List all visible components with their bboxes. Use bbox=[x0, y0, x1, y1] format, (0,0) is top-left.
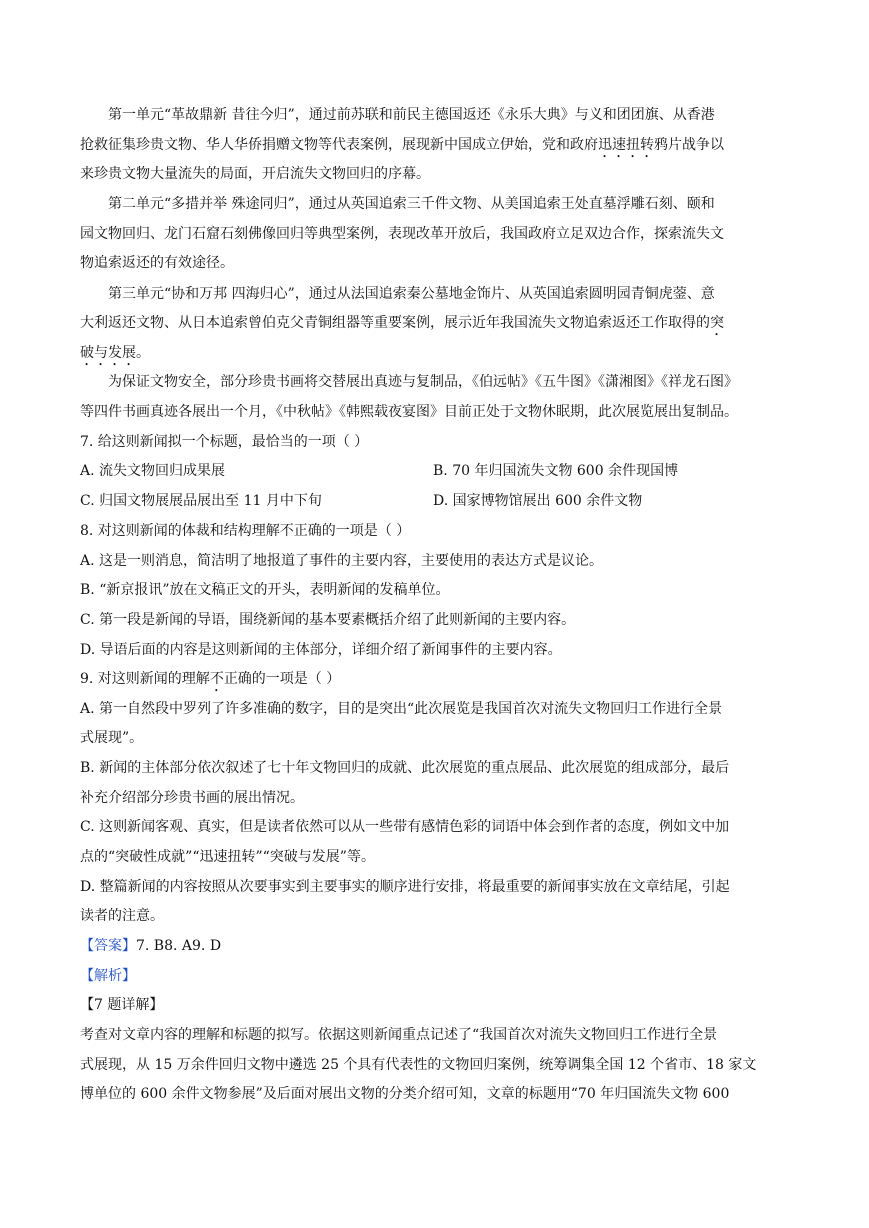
answer-line bbox=[80, 936, 221, 956]
paragraph-unit2-line1: 第二单元“多措并举 殊途同归”，通过从英国追索三千件文物、从美国追索王处直墓浮雕石刻、颐和 bbox=[108, 196, 715, 212]
question-7-stem: 7. 给这则新闻拟一个标题，最恰当的一项（ ） bbox=[80, 434, 369, 450]
paragraph-unit3-line3 bbox=[80, 343, 150, 363]
emphasized-text: 迅速扭转 bbox=[598, 137, 654, 153]
question-7-option-c: C. 归国文物展展品展出至 11 月中下旬 bbox=[80, 493, 322, 509]
text-span: 鸦片战争以 bbox=[654, 137, 724, 153]
q7-analysis-heading: 【7 题详解】 bbox=[80, 997, 164, 1013]
question-8-option-d: D. 导语后面的内容是这则新闻的主体部分，详细介绍了新闻事件的主要内容。 bbox=[80, 642, 562, 658]
emphasized-text: 不 bbox=[209, 671, 224, 687]
question-8-option-c: C. 第一段是新闻的导语，围绕新闻的基本要素概括介绍了此则新闻的主要内容。 bbox=[80, 612, 576, 628]
text-span: 9. 对这则新闻的理解 bbox=[80, 671, 210, 687]
emphasized-text: 破与发展 bbox=[80, 345, 136, 361]
analysis-label: 【解析】 bbox=[80, 968, 136, 984]
analysis-line2: 式展现，从 15 万余件回归文物中遴选 25 个具有代表性的文物回归案例，统筹调集全国 12 个省市、18 家文 bbox=[80, 1057, 757, 1073]
question-9-option-a-line1: A. 第一自然段中罗列了许多准确的数字，目的是突出“此次展览是我国首次对流失文物回归工作进行全景 bbox=[80, 701, 723, 717]
question-7-option-b: B. 70 年归国流失文物 600 余件现国博 bbox=[433, 463, 679, 479]
text-span: 正确的一项是（ ） bbox=[223, 671, 341, 687]
question-9-option-b-line1: B. 新闻的主体部分依次叙述了七十年文物回归的成就、此次展览的重点展品、此次展览的组成部分，最后 bbox=[80, 760, 730, 776]
emphasized-text: 突 bbox=[710, 315, 724, 331]
paragraph-calligraphy-line2: 等四件书画真迹各展出一个月，《中秋帖》《韩熙载夜宴图》目前正处于文物休眠期，此次展览展出复制品。 bbox=[80, 404, 738, 420]
answer-text: 7. B8. A9. D bbox=[136, 938, 222, 954]
question-9-option-d-line2: 读者的注意。 bbox=[80, 908, 164, 924]
question-9-option-c-line1: C. 这则新闻客观、真实，但是读者依然可以从一些带有感情色彩的词语中体会到作者的态度，例如文中加 bbox=[80, 819, 730, 835]
paragraph-unit1-line3: 来珍贵文物大量流失的局面，开启流失文物回归的序幕。 bbox=[80, 166, 430, 182]
paragraph-calligraphy-line1: 为保证文物安全，部分珍贵书画将交替展出真迹与复制品，《伯远帖》《五牛图》《潇湘图》《祥龙石图》 bbox=[108, 374, 738, 390]
question-9-option-a-line2: 式展现”。 bbox=[80, 730, 144, 746]
question-9-stem bbox=[80, 669, 340, 689]
text-span: 大利返还文物、从日本追索曾伯克父青铜组器等重要案例，展示近年我国流失文物追索返还工作取得的 bbox=[80, 315, 710, 331]
paragraph-unit3-line2 bbox=[80, 313, 724, 333]
analysis-line3: 博单位的 600 余件文物参展”及后面对展出文物的分类介绍可知，文章的标题用“70 年归国流失文物 600 bbox=[80, 1086, 730, 1102]
paragraph-unit1-line2 bbox=[80, 135, 724, 155]
question-8-stem: 8. 对这则新闻的体裁和结构理解不正确的一项是（ ） bbox=[80, 523, 411, 539]
text-span: 。 bbox=[136, 345, 150, 361]
paragraph-unit2-line3: 物追索返还的有效途径。 bbox=[80, 255, 234, 271]
question-8-option-b: B. “新京报讯”放在文稿正文的开头，表明新闻的发稿单位。 bbox=[80, 582, 450, 598]
analysis-line1: 考查对文章内容的理解和标题的拟写。依据这则新闻重点记述了“我国首次对流失文物回归工作进行全景 bbox=[80, 1027, 718, 1043]
question-7-option-d: D. 国家博物馆展出 600 余件文物 bbox=[433, 493, 643, 509]
question-9-option-d-line1: D. 整篇新闻的内容按照从次要事实到主要事实的顺序进行安排，将最重要的新闻事实放在文章结尾，引起 bbox=[80, 879, 730, 895]
paragraph-unit1-line1: 第一单元“革故鼎新 昔往今归”，通过前苏联和前民主德国返还《永乐大典》与义和团团旗、从香港 bbox=[108, 107, 715, 123]
question-9-option-b-line2: 补充介绍部分珍贵书画的展出情况。 bbox=[80, 790, 304, 806]
answer-label: 【答案】 bbox=[80, 938, 136, 954]
paragraph-unit2-line2: 园文物回归、龙门石窟石刻佛像回归等典型案例，表现改革开放后，我国政府立足双边合作，探索流失文 bbox=[80, 226, 724, 242]
question-9-option-c-line2: 点的“突破性成就”“迅速扭转”“突破与发展”等。 bbox=[80, 849, 375, 865]
text-span: 抢救征集珍贵文物、华人华侨捐赠文物等代表案例，展现新中国成立伊始，党和政府 bbox=[80, 137, 598, 153]
question-8-option-a: A. 这是一则消息，简洁明了地报道了事件的主要内容，主要使用的表达方式是议论。 bbox=[80, 553, 604, 569]
paragraph-unit3-line1: 第三单元“协和万邦 四海归心”，通过从法国追索秦公墓地金饰片、从英国追索圆明园青铜虎蓥、意 bbox=[108, 286, 715, 302]
question-7-option-a: A. 流失文物回归成果展 bbox=[80, 463, 226, 479]
